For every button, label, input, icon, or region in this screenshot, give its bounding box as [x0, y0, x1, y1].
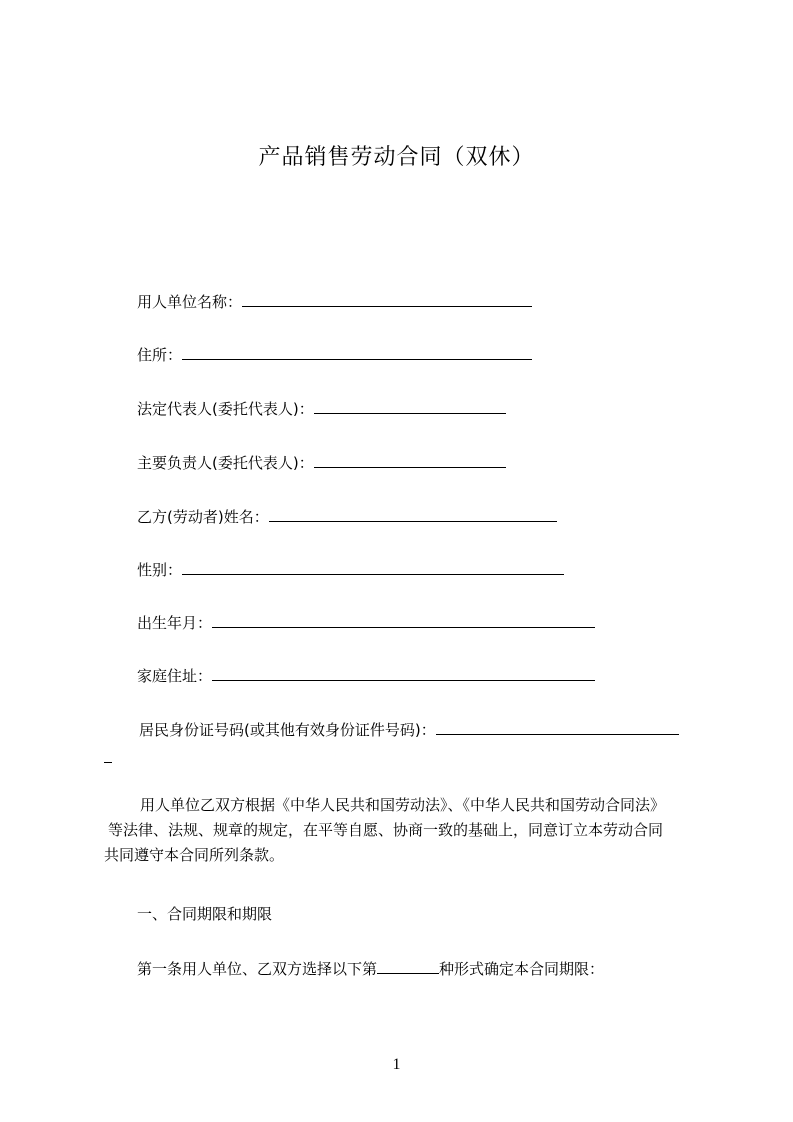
home-address-field: [137, 665, 595, 686]
address-field: [137, 344, 532, 365]
employer-name-label: 用人单位名称：: [137, 293, 243, 311]
birth-date-blank[interactable]: [212, 612, 595, 628]
legal-representative-blank[interactable]: [314, 398, 506, 414]
id-number-label: 居民身份证号码(或其他有效身份证件号码)：: [139, 721, 436, 739]
address-label: 住所：: [137, 346, 183, 364]
article-1-after: 种形式确定本合同期限：: [439, 960, 605, 978]
section-heading-contract-term: 一、合同期限和期限: [137, 905, 273, 923]
birth-date-label: 出生年月：: [137, 614, 213, 632]
address-blank[interactable]: [182, 344, 532, 360]
principal-blank[interactable]: [314, 452, 506, 468]
article-1-blank[interactable]: [377, 958, 439, 974]
birth-date-field: [137, 612, 595, 633]
id-number-field: [139, 719, 679, 740]
article-1: [137, 958, 604, 979]
home-address-blank[interactable]: [212, 665, 595, 681]
intro-line-2: 等法律、法规、规章的规定，在平等自愿、协商一致的基础上，同意订立本劳动合同: [108, 821, 664, 839]
employer-name-field: [137, 291, 532, 312]
legal-representative-field: [137, 398, 506, 419]
employee-name-field: [137, 506, 557, 527]
employer-name-blank[interactable]: [242, 291, 532, 307]
employee-name-label: 乙方(劳动者)姓名：: [137, 508, 269, 526]
article-1-before: 第一条用人单位、乙双方选择以下第: [137, 960, 378, 978]
principal-label: 主要负责人(委托代表人)：: [137, 454, 314, 472]
intro-line-3: 共同遵守本合同所列条款。: [104, 846, 285, 864]
gender-blank[interactable]: [182, 559, 564, 575]
principal-field: [137, 452, 506, 473]
home-address-label: 家庭住址：: [137, 667, 213, 685]
intro-paragraph: [104, 793, 704, 868]
document-title: 产品销售劳动合同（双休）: [258, 145, 535, 170]
gender-field: [137, 559, 564, 580]
page-number: 1: [392, 1056, 401, 1073]
intro-line-1: 用人单位乙双方根据《中华人民共和国劳动法》、《中华人民共和国劳动合同法》: [140, 796, 666, 814]
id-number-blank-continuation: [104, 752, 112, 763]
id-number-blank[interactable]: [436, 719, 679, 735]
employee-name-blank[interactable]: [269, 506, 557, 522]
gender-label: 性别：: [137, 561, 183, 579]
legal-representative-label: 法定代表人(委托代表人)：: [137, 400, 314, 418]
